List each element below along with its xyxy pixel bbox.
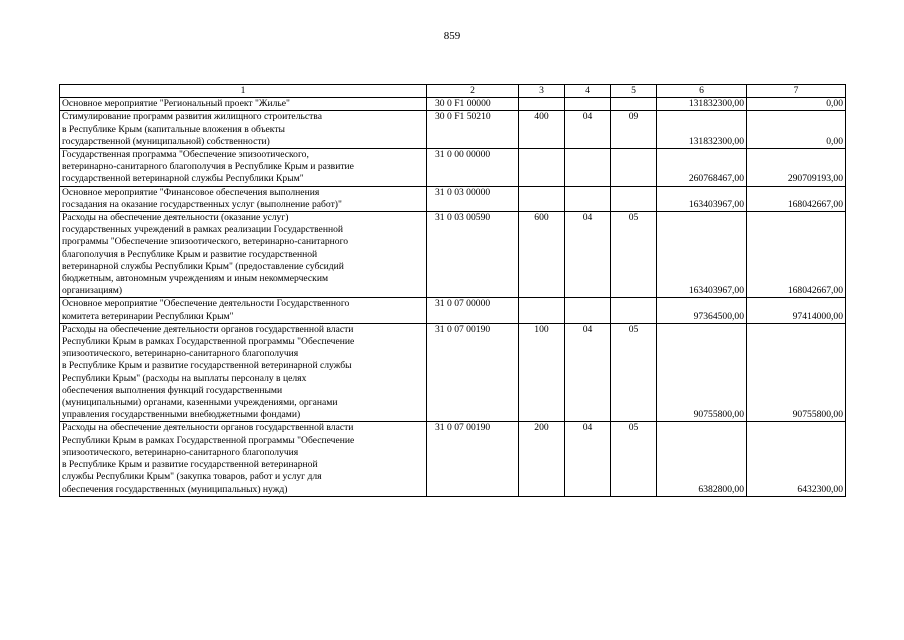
row-rz-cell	[565, 298, 611, 323]
budget-table	[59, 84, 846, 497]
table-row	[60, 98, 846, 111]
row-sum-2021-cell: 0,00	[747, 98, 846, 111]
row-rz-cell: 04	[565, 111, 611, 149]
row-vr-cell: 600	[519, 212, 565, 298]
column-header: 2	[427, 85, 519, 98]
row-sum-2020-cell: 97364500,00	[657, 298, 747, 323]
row-pr-cell: 09	[611, 111, 657, 149]
row-name-cell: Расходы на обеспечение деятельности органов государственной власти Республики Крым в рамках Государственной программы "Обеспечение эпизоотического, ветеринарно-санитарного благополучия в Республике Крым и развитие государственной ветеринарной службы Республики Крым" (закупка товаров, работ и услуг для обеспечения государственных (муниципальных) нужд)	[60, 422, 427, 496]
row-rz-cell: 04	[565, 212, 611, 298]
row-rz-cell: 04	[565, 422, 611, 496]
row-pr-cell: 05	[611, 422, 657, 496]
row-vr-cell	[519, 186, 565, 211]
row-vr-cell: 400	[519, 111, 565, 149]
row-code-cell: 31 0 07 00190	[427, 323, 519, 422]
column-header: 4	[565, 85, 611, 98]
column-header: 5	[611, 85, 657, 98]
row-name-cell: Основное мероприятие "Обеспечение деятельности Государственного комитета ветеринарии Республики Крым"	[60, 298, 427, 323]
row-name-cell: Стимулирование программ развития жилищного строительства в Республике Крым (капитальные вложения в объекты государственной (муниципальной) собственности)	[60, 111, 427, 149]
row-sum-2020-cell: 6382800,00	[657, 422, 747, 496]
row-sum-2021-cell: 97414000,00	[747, 298, 846, 323]
row-pr-cell	[611, 98, 657, 111]
row-vr-cell: 200	[519, 422, 565, 496]
row-name-cell: Расходы на обеспечение деятельности (оказание услуг) государственных учреждений в рамках реализации Государственной программы "Обеспечение эпизоотического, ветеринарно-санитарного благополучия в Республике Крым и развитие государственной ветеринарной службы Республики Крым" (предоставление субсидий бюджетным, автономным учреждениям и иным некоммерческим организациям)	[60, 212, 427, 298]
table-row	[60, 111, 846, 149]
table-row	[60, 186, 846, 211]
column-header: 7	[747, 85, 846, 98]
row-sum-2020-cell: 131832300,00	[657, 111, 747, 149]
row-rz-cell	[565, 149, 611, 187]
table-row	[60, 298, 846, 323]
row-sum-2021-cell: 0,00	[747, 111, 846, 149]
row-sum-2021-cell: 290709193,00	[747, 149, 846, 187]
row-sum-2020-cell: 163403967,00	[657, 186, 747, 211]
row-vr-cell: 100	[519, 323, 565, 422]
row-vr-cell	[519, 98, 565, 111]
row-code-cell: 31 0 07 00000	[427, 298, 519, 323]
table-row	[60, 422, 846, 496]
row-sum-2021-cell: 168042667,00	[747, 186, 846, 211]
table-row	[60, 149, 846, 187]
row-vr-cell	[519, 298, 565, 323]
row-name-cell: Основное мероприятие "Финансовое обеспечения выполнения госзадания на оказание государственных услуг (выполнение работ)"	[60, 186, 427, 211]
column-header: 6	[657, 85, 747, 98]
row-sum-2020-cell: 131832300,00	[657, 98, 747, 111]
row-code-cell: 31 0 03 00000	[427, 186, 519, 211]
row-sum-2021-cell: 168042667,00	[747, 212, 846, 298]
table-row	[60, 212, 846, 298]
row-pr-cell: 05	[611, 323, 657, 422]
row-code-cell: 31 0 07 00190	[427, 422, 519, 496]
row-rz-cell: 04	[565, 323, 611, 422]
row-sum-2021-cell: 90755800,00	[747, 323, 846, 422]
row-pr-cell	[611, 149, 657, 187]
table-body	[60, 98, 846, 497]
row-name-cell: Расходы на обеспечение деятельности органов государственной власти Республики Крым в рамках Государственной программы "Обеспечение эпизоотического, ветеринарно-санитарного благополучия в Республике Крым и развитие государственной ветеринарной службы Республики Крым" (расходы на выплаты персоналу в целях обеспечения выполнения функций государственными (муниципальными) органами, казенными учреждениями, органами управления государственными внебюджетными фондами)	[60, 323, 427, 422]
row-name-cell: Государственная программа "Обеспечение эпизоотического, ветеринарно-санитарного благополучия в Республике Крым и развитие государственной ветеринарной службы Республики Крым"	[60, 149, 427, 187]
page-number: 859	[443, 30, 461, 42]
row-pr-cell: 05	[611, 212, 657, 298]
row-vr-cell	[519, 149, 565, 187]
row-sum-2020-cell: 90755800,00	[657, 323, 747, 422]
row-code-cell: 30 0 F1 50210	[427, 111, 519, 149]
row-rz-cell	[565, 98, 611, 111]
row-code-cell: 31 0 03 00590	[427, 212, 519, 298]
row-code-cell: 30 0 F1 00000	[427, 98, 519, 111]
row-sum-2020-cell: 163403967,00	[657, 212, 747, 298]
header-row	[60, 85, 846, 98]
table-row	[60, 323, 846, 422]
row-sum-2021-cell: 6432300,00	[747, 422, 846, 496]
row-sum-2020-cell: 260768467,00	[657, 149, 747, 187]
row-code-cell: 31 0 00 00000	[427, 149, 519, 187]
column-header: 3	[519, 85, 565, 98]
column-header: 1	[60, 85, 427, 98]
row-pr-cell	[611, 186, 657, 211]
row-pr-cell	[611, 298, 657, 323]
row-rz-cell	[565, 186, 611, 211]
row-name-cell: Основное мероприятие "Региональный проект "Жилье"	[60, 98, 427, 111]
